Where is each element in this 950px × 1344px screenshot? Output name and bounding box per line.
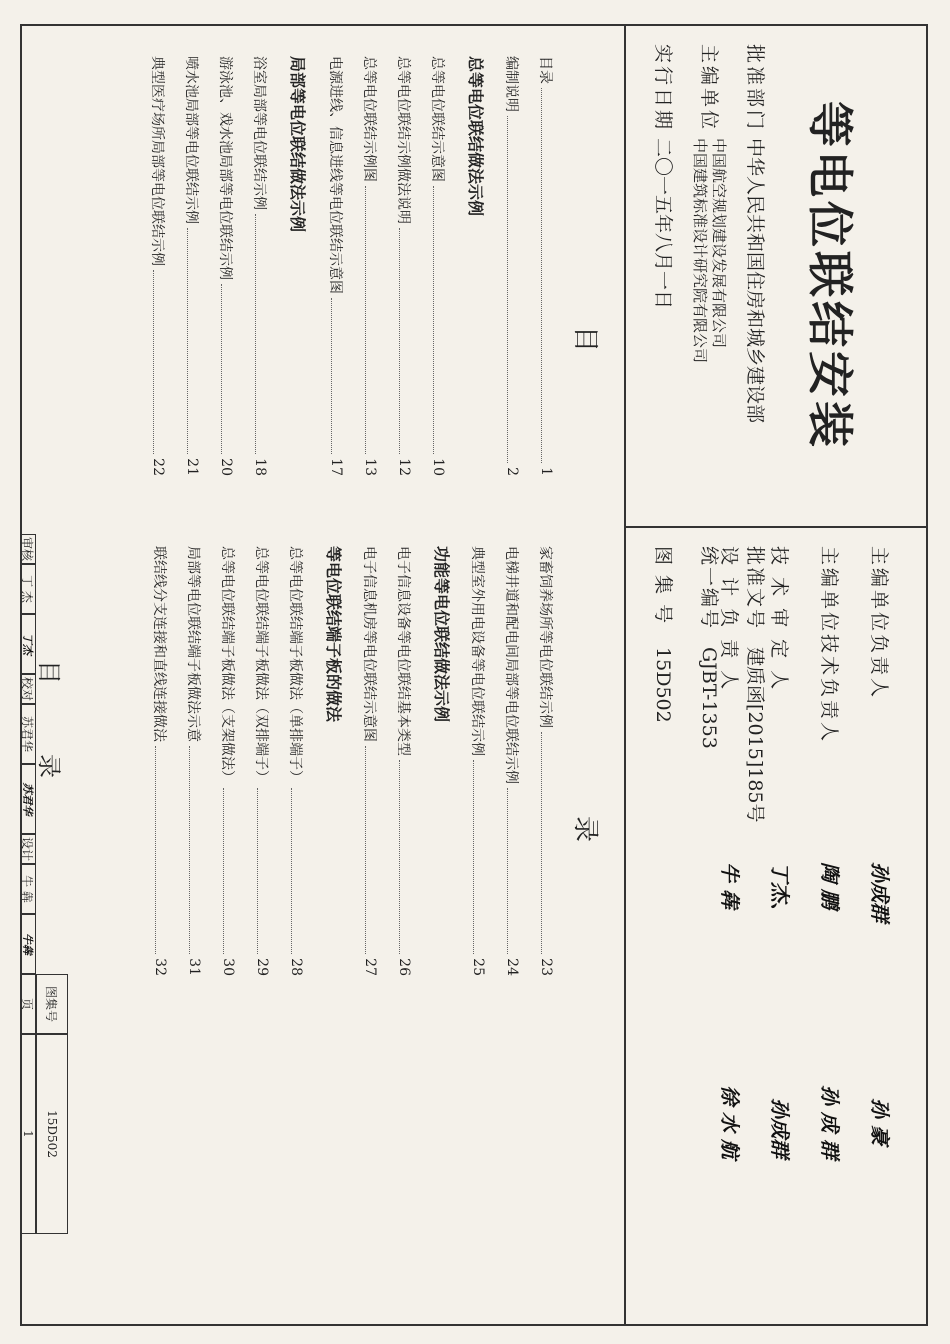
staff-signature: 孙 成 群 (818, 1085, 842, 1159)
effective-date (650, 44, 676, 309)
atlas-no-label: 图 集 号 (652, 546, 674, 626)
toc-item[interactable]: 总等电位联结端子板做法（双排端子） 29 (253, 546, 270, 976)
toc-item[interactable]: 电子信息机房等电位联结示意图 27 (361, 546, 378, 976)
staff-signature: 孙成群 (768, 1098, 792, 1159)
toc-item[interactable]: 典型医疗场所局部等电位联结示例 22 (149, 56, 166, 476)
toc-section: 局部等电位联结做法示例 (288, 56, 307, 233)
toc-item[interactable]: 目录 1 (537, 56, 554, 476)
atlas-number-cell: 15D502 (36, 1034, 68, 1234)
role-signature: 苏君华 (20, 764, 36, 834)
document-title: 等电位联结安装 (803, 101, 857, 451)
approval-no-label: 批准文号 (744, 546, 766, 631)
role-name: 丁 杰 (20, 564, 36, 614)
atlas-label-cell: 图集号 (36, 974, 68, 1034)
staff-signature: 徐 水 航 (718, 1085, 742, 1159)
toc-item[interactable]: 电子信息设备等电位联结基本类型 26 (395, 546, 412, 976)
toc-heading-right: 录 (570, 816, 600, 843)
role-label: 审核 (20, 534, 36, 564)
staff-signature: 孙成群 (868, 862, 892, 923)
chief-unit-line-1: 中国航空规划建设发展有限公司 (710, 138, 728, 349)
effective-date-label: 实行日期 (652, 44, 674, 133)
toc-item[interactable]: 编制说明 2 (503, 56, 520, 476)
toc-item[interactable]: 喷水池局部等电位联结示例 21 (183, 56, 200, 476)
toc-item[interactable]: 联结线分支连接和直线连接做法 32 (151, 546, 168, 976)
approval-no-value: 建质函[2015]185号 (744, 647, 766, 823)
role-label: 设计 (20, 834, 36, 864)
atlas-no-value: 15D502 (652, 647, 674, 723)
toc-item[interactable]: 总等电位联结示意图 10 (429, 56, 446, 476)
role-signature: 牛犇 (20, 914, 36, 974)
toc-item[interactable]: 电梯井道和配电间局部等电位联结示例 24 (503, 546, 520, 976)
toc-item[interactable]: 家畜饲养场所等电位联结示例 23 (537, 546, 554, 976)
toc-section: 总等电位联结做法示例 (466, 56, 485, 217)
sheet-frame (20, 24, 928, 1326)
staff-signature: 牛 犇 (718, 862, 742, 910)
unified-no-label: 统一编号 (698, 546, 720, 631)
staff-role: 主编单位技术负责人 (818, 546, 840, 745)
chief-unit-line-2: 中国建筑标准设计研究院有限公司 (691, 138, 709, 364)
toc-item[interactable]: 总等电位联结示例图 13 (361, 56, 378, 476)
role-signature: 丁杰 (20, 614, 36, 674)
toc-item[interactable]: 浴室局部等电位联结示例 18 (251, 56, 268, 476)
toc-item[interactable]: 总等电位联结示例做法说明 12 (395, 56, 412, 476)
chief-unit-label: 主编单位 (698, 44, 720, 133)
toc-right (78, 546, 558, 976)
title-block (20, 534, 68, 1328)
staff-signature: 孙 豪 (868, 1098, 892, 1146)
staff-role: 设 计 负 责 人 (718, 546, 740, 693)
toc-left (78, 56, 558, 476)
role-label: 校对 (20, 674, 36, 704)
role-name: 苏君华 (20, 704, 36, 764)
approval-dept (742, 44, 768, 423)
toc-item[interactable]: 总等电位联结端子板做法（支架做法） 30 (219, 546, 236, 976)
chief-unit (690, 44, 728, 363)
toc-item[interactable]: 电源进线、信息进线等电位联结示意图 17 (327, 56, 344, 476)
divider-horizontal (624, 26, 626, 1324)
role-name: 牛 犇 (20, 864, 36, 914)
staff-row (867, 546, 896, 1145)
staff-role: 技 术 审 定 人 (768, 546, 790, 693)
toc-item[interactable]: 游泳池、戏水池局部等电位联结示例 20 (217, 56, 234, 476)
effective-date-value: 二〇一五年八月一日 (652, 138, 674, 310)
toc-section: 等电位联结端子板的做法 (324, 546, 343, 723)
divider-right (22, 1324, 926, 1326)
unified-no-value: GJBT-1353 (698, 647, 720, 749)
staff-signature: 陶 鹏 (818, 862, 842, 910)
staff-row (717, 546, 746, 1159)
staff-row (767, 546, 796, 1158)
toc-heading-left: 目 (570, 326, 600, 353)
approval-dept-label: 批准部门 (744, 44, 766, 133)
page-number-cell: 1 (20, 1034, 36, 1234)
toc-section: 功能等电位联结做法示例 (432, 546, 451, 723)
divider-left-top (626, 526, 926, 528)
toc-item[interactable]: 总等电位联结端子板做法（单排端子） 28 (287, 546, 304, 976)
approval-dept-value: 中华人民共和国住房和城乡建设部 (744, 138, 766, 424)
staff-signature: 丁杰、 (768, 862, 792, 923)
page-label-cell: 页 (20, 974, 36, 1034)
toc-item[interactable]: 局部等电位联结端子板做法示意 31 (185, 546, 202, 976)
staff-block (636, 546, 906, 1316)
staff-role: 主编单位负责人 (868, 546, 890, 701)
staff-row (817, 546, 846, 1159)
toc-item[interactable]: 典型室外用电设备等电位联结示例 25 (469, 546, 486, 976)
title-block-title: 目录 (35, 660, 64, 848)
